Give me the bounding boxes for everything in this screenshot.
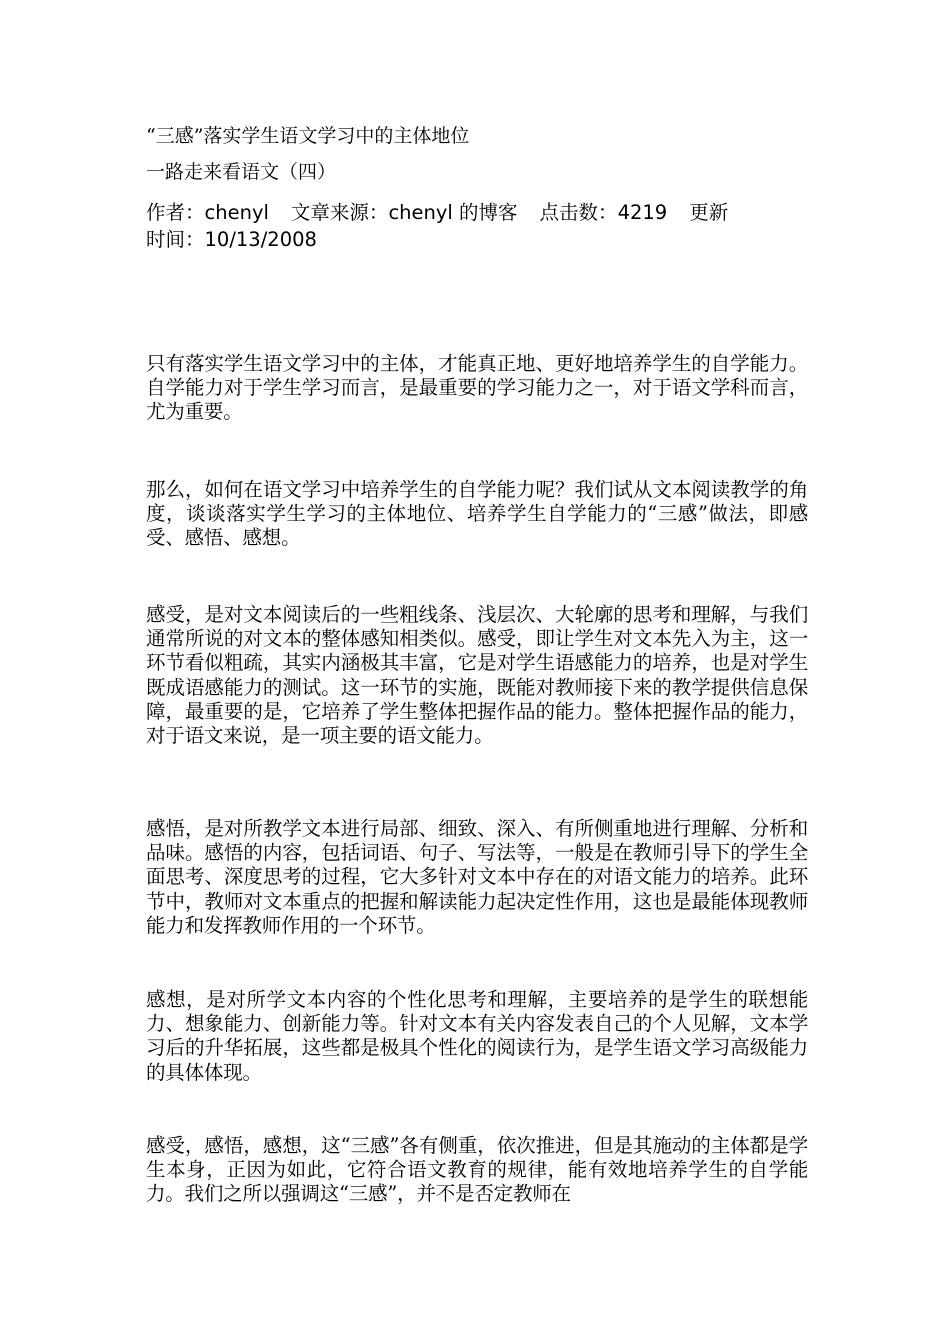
updated-label-cont: 时间：	[146, 228, 205, 251]
clicks-label: 点击数：	[539, 201, 618, 224]
author-label: 作者：	[146, 201, 205, 224]
paragraph-feeling: 感受，是对文本阅读后的一些粗线条、浅层次、大轮廓的思考和理解，与我们通常所说的对文本的整体感知相类似。感受，即让学生对文本先入为主，这一环节看似粗疏，其实内涵极其丰富，它是对学生语感能力的培养，也是对学生既成语感能力的测试。这一环节的实施，既能对教师接下来的教学提供信息保障，最重要的是，它培养了学生整体把握作品的能力。整体把握作品的能力，对于语文来说，是一项主要的语文能力。	[146, 603, 808, 748]
paragraph-insight: 感悟，是对所教学文本进行局部、细致、深入、有所侧重地进行理解、分析和品味。感悟的内容，包括词语、句子、写法等，一般是在教师引导下的学生全面思考、深度思考的过程，它大多针对文本中存在的对语文能力的培养。此环节中，教师对文本重点的把握和解读能力起决定性作用，这也是最能体现教师能力和发挥教师作用的一个环节。	[146, 817, 808, 937]
paragraph-question: 那么，如何在语文学习中培养学生的自学能力呢？我们试从文本阅读教学的角度，谈谈落实学生学习的主体地位、培养学生自学能力的“三感”做法，即感受、感悟、感想。	[146, 478, 808, 550]
paragraph-intro: 只有落实学生语文学习中的主体，才能真正地、更好地培养学生的自学能力。自学能力对于学生学习而言，是最重要的学习能力之一，对于语文学科而言，尤为重要。	[146, 352, 808, 424]
source-name: chenyl	[388, 201, 453, 224]
paragraph-reflection: 感想，是对所学文本内容的个性化思考和理解，主要培养的是学生的联想能力、想象能力、创新能力等。针对文本有关内容发表自己的个人见解，文本学习后的升华拓展，这些都是极具个性化的阅读行为，是学生语文学习高级能力的具体体现。	[146, 988, 808, 1084]
source-label: 文章来源：	[290, 201, 389, 224]
article-meta	[146, 199, 808, 253]
paragraph-summary: 感受，感悟，感想，这“三感”各有侧重，依次推进，但是其施动的主体都是学生本身，正因为如此，它符合语文教育的规律，能有效地培养学生的自学能力。我们之所以强调这“三感”，并不是否定教师在	[146, 1134, 808, 1206]
article-series-title: 一路走来看语文（四）	[146, 161, 337, 183]
article-title: “三感”落实学生语文学习中的主体地位	[146, 125, 470, 147]
click-count: 4219	[617, 201, 668, 224]
updated-date: 10/13/2008	[204, 228, 317, 251]
author-name: chenyl	[204, 201, 269, 224]
source-suffix: 的博客	[452, 201, 518, 224]
updated-label: 更新	[689, 201, 729, 224]
